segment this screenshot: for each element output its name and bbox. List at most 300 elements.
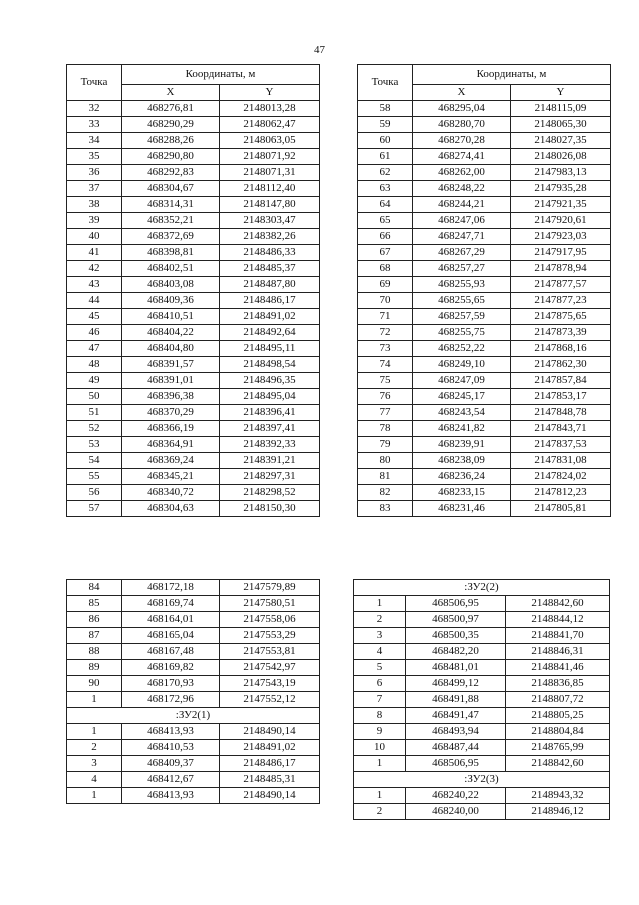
header-coords: Координаты, м — [413, 65, 611, 85]
table-row — [67, 421, 320, 437]
y-cell: 2148490,14 — [220, 724, 320, 740]
point-cell: 85 — [67, 596, 122, 612]
x-cell: 468295,04 — [413, 101, 511, 117]
x-cell: 468247,06 — [413, 213, 511, 229]
y-cell: 2147580,51 — [220, 596, 320, 612]
point-cell: 64 — [358, 197, 413, 213]
x-cell: 468481,01 — [406, 660, 506, 676]
table-row — [354, 724, 610, 740]
x-cell: 468410,51 — [122, 309, 220, 325]
table-row — [354, 692, 610, 708]
point-cell: 52 — [67, 421, 122, 437]
point-cell: 86 — [67, 612, 122, 628]
header-y: Y — [511, 85, 611, 101]
table-row — [354, 628, 610, 644]
point-cell: 76 — [358, 389, 413, 405]
x-cell: 468304,63 — [122, 501, 220, 517]
y-cell: 2147824,02 — [511, 469, 611, 485]
table-row — [67, 437, 320, 453]
x-cell: 468270,28 — [413, 133, 511, 149]
x-cell: 468255,93 — [413, 277, 511, 293]
header-x: X — [122, 85, 220, 101]
y-cell: 2147862,30 — [511, 357, 611, 373]
y-cell: 2148071,92 — [220, 149, 320, 165]
y-cell: 2148071,31 — [220, 165, 320, 181]
point-cell: 3 — [67, 756, 122, 772]
y-cell: 2148063,05 — [220, 133, 320, 149]
y-cell: 2147877,23 — [511, 293, 611, 309]
x-cell: 468288,26 — [122, 133, 220, 149]
x-cell: 468409,36 — [122, 293, 220, 309]
x-cell: 468506,95 — [406, 756, 506, 772]
y-cell: 2148492,64 — [220, 325, 320, 341]
table-row — [67, 660, 320, 676]
x-cell: 468372,69 — [122, 229, 220, 245]
x-cell: 468391,01 — [122, 373, 220, 389]
coordinates-table-3 — [66, 579, 320, 804]
x-cell: 468236,24 — [413, 469, 511, 485]
y-cell: 2147983,13 — [511, 165, 611, 181]
x-cell: 468164,01 — [122, 612, 220, 628]
point-cell: 4 — [67, 772, 122, 788]
section-title: :ЗУ2(1) — [67, 708, 320, 724]
section-row — [67, 708, 320, 724]
section-title: :ЗУ2(2) — [354, 580, 610, 596]
x-cell: 468403,08 — [122, 277, 220, 293]
point-cell: 45 — [67, 309, 122, 325]
table-row — [67, 692, 320, 708]
y-cell: 2148498,54 — [220, 357, 320, 373]
x-cell: 468500,97 — [406, 612, 506, 628]
point-cell: 60 — [358, 133, 413, 149]
point-cell: 44 — [67, 293, 122, 309]
table-row — [67, 628, 320, 644]
point-cell: 84 — [67, 580, 122, 596]
x-cell: 468252,22 — [413, 341, 511, 357]
x-cell: 468274,41 — [413, 149, 511, 165]
table-row — [67, 756, 320, 772]
x-cell: 468169,74 — [122, 596, 220, 612]
y-cell: 2148496,35 — [220, 373, 320, 389]
page-number: 47 — [314, 44, 325, 56]
point-cell: 1 — [354, 756, 406, 772]
table-row — [358, 165, 611, 181]
x-cell: 468255,75 — [413, 325, 511, 341]
point-cell: 79 — [358, 437, 413, 453]
y-cell: 2148027,35 — [511, 133, 611, 149]
y-cell: 2148836,85 — [506, 676, 610, 692]
table-row — [67, 501, 320, 517]
y-cell: 2148805,25 — [506, 708, 610, 724]
point-cell: 65 — [358, 213, 413, 229]
table-row — [358, 485, 611, 501]
table-row — [358, 405, 611, 421]
point-cell: 1 — [354, 596, 406, 612]
x-cell: 468292,83 — [122, 165, 220, 181]
y-cell: 2148943,32 — [506, 788, 610, 804]
point-cell: 51 — [67, 405, 122, 421]
x-cell: 468364,91 — [122, 437, 220, 453]
point-cell: 53 — [67, 437, 122, 453]
point-cell: 89 — [67, 660, 122, 676]
y-cell: 2147805,81 — [511, 501, 611, 517]
table-row — [358, 341, 611, 357]
point-cell: 67 — [358, 245, 413, 261]
header-y: Y — [220, 85, 320, 101]
table-row — [358, 325, 611, 341]
point-cell: 88 — [67, 644, 122, 660]
table-row — [358, 197, 611, 213]
x-cell: 468413,93 — [122, 788, 220, 804]
table-row — [358, 245, 611, 261]
x-cell: 468257,59 — [413, 309, 511, 325]
point-cell: 56 — [67, 485, 122, 501]
y-cell: 2148013,28 — [220, 101, 320, 117]
y-cell: 2147857,84 — [511, 373, 611, 389]
y-cell: 2147558,06 — [220, 612, 320, 628]
point-cell: 7 — [354, 692, 406, 708]
point-cell: 9 — [354, 724, 406, 740]
y-cell: 2148026,08 — [511, 149, 611, 165]
point-cell: 8 — [354, 708, 406, 724]
table-row — [67, 325, 320, 341]
y-cell: 2148062,47 — [220, 117, 320, 133]
x-cell: 468499,12 — [406, 676, 506, 692]
y-cell: 2148804,84 — [506, 724, 610, 740]
table-row — [67, 676, 320, 692]
y-cell: 2148065,30 — [511, 117, 611, 133]
x-cell: 468247,71 — [413, 229, 511, 245]
x-cell: 468257,27 — [413, 261, 511, 277]
x-cell: 468366,19 — [122, 421, 220, 437]
x-cell: 468410,53 — [122, 740, 220, 756]
point-cell: 58 — [358, 101, 413, 117]
x-cell: 468267,29 — [413, 245, 511, 261]
point-cell: 42 — [67, 261, 122, 277]
y-cell: 2147848,78 — [511, 405, 611, 421]
table-row — [67, 277, 320, 293]
x-cell: 468506,95 — [406, 596, 506, 612]
x-cell: 468493,94 — [406, 724, 506, 740]
table-row — [67, 181, 320, 197]
point-cell: 2 — [354, 804, 406, 820]
y-cell: 2147935,28 — [511, 181, 611, 197]
table-row — [354, 596, 610, 612]
table-row — [67, 261, 320, 277]
y-cell: 2148495,11 — [220, 341, 320, 357]
table-row — [67, 133, 320, 149]
point-cell: 38 — [67, 197, 122, 213]
point-cell: 35 — [67, 149, 122, 165]
table-row — [358, 453, 611, 469]
y-cell: 2148297,31 — [220, 469, 320, 485]
x-cell: 468404,22 — [122, 325, 220, 341]
table-row — [358, 229, 611, 245]
point-cell: 75 — [358, 373, 413, 389]
point-cell: 71 — [358, 309, 413, 325]
table-row — [354, 756, 610, 772]
y-cell: 2148946,12 — [506, 804, 610, 820]
point-cell: 61 — [358, 149, 413, 165]
table-row — [67, 357, 320, 373]
x-cell: 468240,22 — [406, 788, 506, 804]
table-row — [358, 469, 611, 485]
y-cell: 2148397,41 — [220, 421, 320, 437]
y-cell: 2147543,19 — [220, 676, 320, 692]
point-cell: 39 — [67, 213, 122, 229]
table-row — [358, 373, 611, 389]
point-cell: 2 — [67, 740, 122, 756]
point-cell: 43 — [67, 277, 122, 293]
point-cell: 68 — [358, 261, 413, 277]
table-row — [67, 740, 320, 756]
table-row — [67, 485, 320, 501]
x-cell: 468170,93 — [122, 676, 220, 692]
table-row — [358, 181, 611, 197]
y-cell: 2148807,72 — [506, 692, 610, 708]
table-row — [67, 453, 320, 469]
y-cell: 2147873,39 — [511, 325, 611, 341]
point-cell: 70 — [358, 293, 413, 309]
x-cell: 468231,46 — [413, 501, 511, 517]
point-cell: 33 — [67, 117, 122, 133]
table-row — [67, 149, 320, 165]
x-cell: 468487,44 — [406, 740, 506, 756]
x-cell: 468249,10 — [413, 357, 511, 373]
point-cell: 83 — [358, 501, 413, 517]
table-row — [354, 804, 610, 820]
table-row — [354, 740, 610, 756]
table-row — [67, 229, 320, 245]
y-cell: 2148391,21 — [220, 453, 320, 469]
y-cell: 2148382,26 — [220, 229, 320, 245]
y-cell: 2148396,41 — [220, 405, 320, 421]
y-cell: 2148765,99 — [506, 740, 610, 756]
table-row — [358, 501, 611, 517]
point-cell: 40 — [67, 229, 122, 245]
table-row — [358, 117, 611, 133]
y-cell: 2147920,61 — [511, 213, 611, 229]
table-row — [67, 389, 320, 405]
point-cell: 54 — [67, 453, 122, 469]
y-cell: 2148485,31 — [220, 772, 320, 788]
x-cell: 468241,82 — [413, 421, 511, 437]
x-cell: 468262,00 — [413, 165, 511, 181]
x-cell: 468340,72 — [122, 485, 220, 501]
x-cell: 468248,22 — [413, 181, 511, 197]
x-cell: 468247,09 — [413, 373, 511, 389]
y-cell: 2147843,71 — [511, 421, 611, 437]
x-cell: 468345,21 — [122, 469, 220, 485]
x-cell: 468404,80 — [122, 341, 220, 357]
table-row — [354, 612, 610, 628]
y-cell: 2148487,80 — [220, 277, 320, 293]
x-cell: 468491,88 — [406, 692, 506, 708]
point-cell: 59 — [358, 117, 413, 133]
point-cell: 47 — [67, 341, 122, 357]
table-row — [358, 101, 611, 117]
y-cell: 2148842,60 — [506, 756, 610, 772]
y-cell: 2148490,14 — [220, 788, 320, 804]
point-cell: 10 — [354, 740, 406, 756]
x-cell: 468409,37 — [122, 756, 220, 772]
x-cell: 468314,31 — [122, 197, 220, 213]
point-cell: 34 — [67, 133, 122, 149]
table-row — [358, 293, 611, 309]
x-cell: 468276,81 — [122, 101, 220, 117]
point-cell: 81 — [358, 469, 413, 485]
table-row — [358, 277, 611, 293]
x-cell: 468169,82 — [122, 660, 220, 676]
table-row — [67, 612, 320, 628]
x-cell: 468290,29 — [122, 117, 220, 133]
y-cell: 2147878,94 — [511, 261, 611, 277]
section-row — [354, 580, 610, 596]
point-cell: 48 — [67, 357, 122, 373]
coordinates-table-4 — [353, 579, 610, 820]
x-cell: 468304,67 — [122, 181, 220, 197]
y-cell: 2148486,17 — [220, 756, 320, 772]
point-cell: 36 — [67, 165, 122, 181]
table-row — [358, 357, 611, 373]
y-cell: 2147923,03 — [511, 229, 611, 245]
x-cell: 468412,67 — [122, 772, 220, 788]
table-row — [67, 117, 320, 133]
x-cell: 468352,21 — [122, 213, 220, 229]
x-cell: 468239,91 — [413, 437, 511, 453]
x-cell: 468370,29 — [122, 405, 220, 421]
y-cell: 2147877,57 — [511, 277, 611, 293]
header-x: X — [413, 85, 511, 101]
point-cell: 72 — [358, 325, 413, 341]
y-cell: 2147921,35 — [511, 197, 611, 213]
table-row — [67, 197, 320, 213]
x-cell: 468238,09 — [413, 453, 511, 469]
table-row — [67, 309, 320, 325]
table-row — [67, 580, 320, 596]
y-cell: 2148112,40 — [220, 181, 320, 197]
point-cell: 2 — [354, 612, 406, 628]
x-cell: 468391,57 — [122, 357, 220, 373]
table-row — [67, 245, 320, 261]
point-cell: 82 — [358, 485, 413, 501]
table-row — [67, 596, 320, 612]
table-row — [67, 724, 320, 740]
x-cell: 468402,51 — [122, 261, 220, 277]
point-cell: 66 — [358, 229, 413, 245]
x-cell: 468280,70 — [413, 117, 511, 133]
y-cell: 2148844,12 — [506, 612, 610, 628]
y-cell: 2148147,80 — [220, 197, 320, 213]
point-cell: 6 — [354, 676, 406, 692]
table-row — [67, 772, 320, 788]
x-cell: 468244,21 — [413, 197, 511, 213]
table-row — [358, 149, 611, 165]
point-cell: 4 — [354, 644, 406, 660]
x-cell: 468165,04 — [122, 628, 220, 644]
x-cell: 468491,47 — [406, 708, 506, 724]
x-cell: 468243,54 — [413, 405, 511, 421]
point-cell: 55 — [67, 469, 122, 485]
table-row — [67, 644, 320, 660]
point-cell: 37 — [67, 181, 122, 197]
point-cell: 69 — [358, 277, 413, 293]
table-row — [358, 389, 611, 405]
point-cell: 87 — [67, 628, 122, 644]
y-cell: 2148485,37 — [220, 261, 320, 277]
y-cell: 2147579,89 — [220, 580, 320, 596]
y-cell: 2147853,17 — [511, 389, 611, 405]
point-cell: 63 — [358, 181, 413, 197]
table-row — [354, 644, 610, 660]
point-cell: 32 — [67, 101, 122, 117]
point-cell: 3 — [354, 628, 406, 644]
table-row — [358, 437, 611, 453]
y-cell: 2147875,65 — [511, 309, 611, 325]
table-row — [358, 309, 611, 325]
x-cell: 468172,18 — [122, 580, 220, 596]
point-cell: 80 — [358, 453, 413, 469]
point-cell: 50 — [67, 389, 122, 405]
table-row — [67, 405, 320, 421]
y-cell: 2148486,17 — [220, 293, 320, 309]
y-cell: 2147837,53 — [511, 437, 611, 453]
coordinates-table-2 — [357, 64, 611, 517]
x-cell: 468255,65 — [413, 293, 511, 309]
x-cell: 468167,48 — [122, 644, 220, 660]
y-cell: 2147831,08 — [511, 453, 611, 469]
section-title: :ЗУ2(3) — [354, 772, 610, 788]
point-cell: 49 — [67, 373, 122, 389]
table-row — [354, 660, 610, 676]
x-cell: 468172,96 — [122, 692, 220, 708]
y-cell: 2147868,16 — [511, 341, 611, 357]
x-cell: 468245,17 — [413, 389, 511, 405]
point-cell: 46 — [67, 325, 122, 341]
y-cell: 2148392,33 — [220, 437, 320, 453]
y-cell: 2148491,02 — [220, 740, 320, 756]
x-cell: 468482,20 — [406, 644, 506, 660]
y-cell: 2148841,70 — [506, 628, 610, 644]
point-cell: 90 — [67, 676, 122, 692]
x-cell: 468369,24 — [122, 453, 220, 469]
y-cell: 2148495,04 — [220, 389, 320, 405]
table-row — [358, 421, 611, 437]
y-cell: 2148841,46 — [506, 660, 610, 676]
x-cell: 468240,00 — [406, 804, 506, 820]
y-cell: 2148298,52 — [220, 485, 320, 501]
table-row — [67, 373, 320, 389]
point-cell: 1 — [67, 692, 122, 708]
y-cell: 2147552,12 — [220, 692, 320, 708]
point-cell: 62 — [358, 165, 413, 181]
header-coords: Координаты, м — [122, 65, 320, 85]
table-row — [354, 676, 610, 692]
y-cell: 2147812,23 — [511, 485, 611, 501]
point-cell: 41 — [67, 245, 122, 261]
table-row — [358, 261, 611, 277]
point-cell: 1 — [67, 788, 122, 804]
y-cell: 2148303,47 — [220, 213, 320, 229]
point-cell: 1 — [354, 788, 406, 804]
table-row — [358, 213, 611, 229]
point-cell: 78 — [358, 421, 413, 437]
coordinates-table-1 — [66, 64, 320, 517]
table-row — [67, 788, 320, 804]
table-row — [354, 788, 610, 804]
point-cell: 73 — [358, 341, 413, 357]
x-cell: 468500,35 — [406, 628, 506, 644]
